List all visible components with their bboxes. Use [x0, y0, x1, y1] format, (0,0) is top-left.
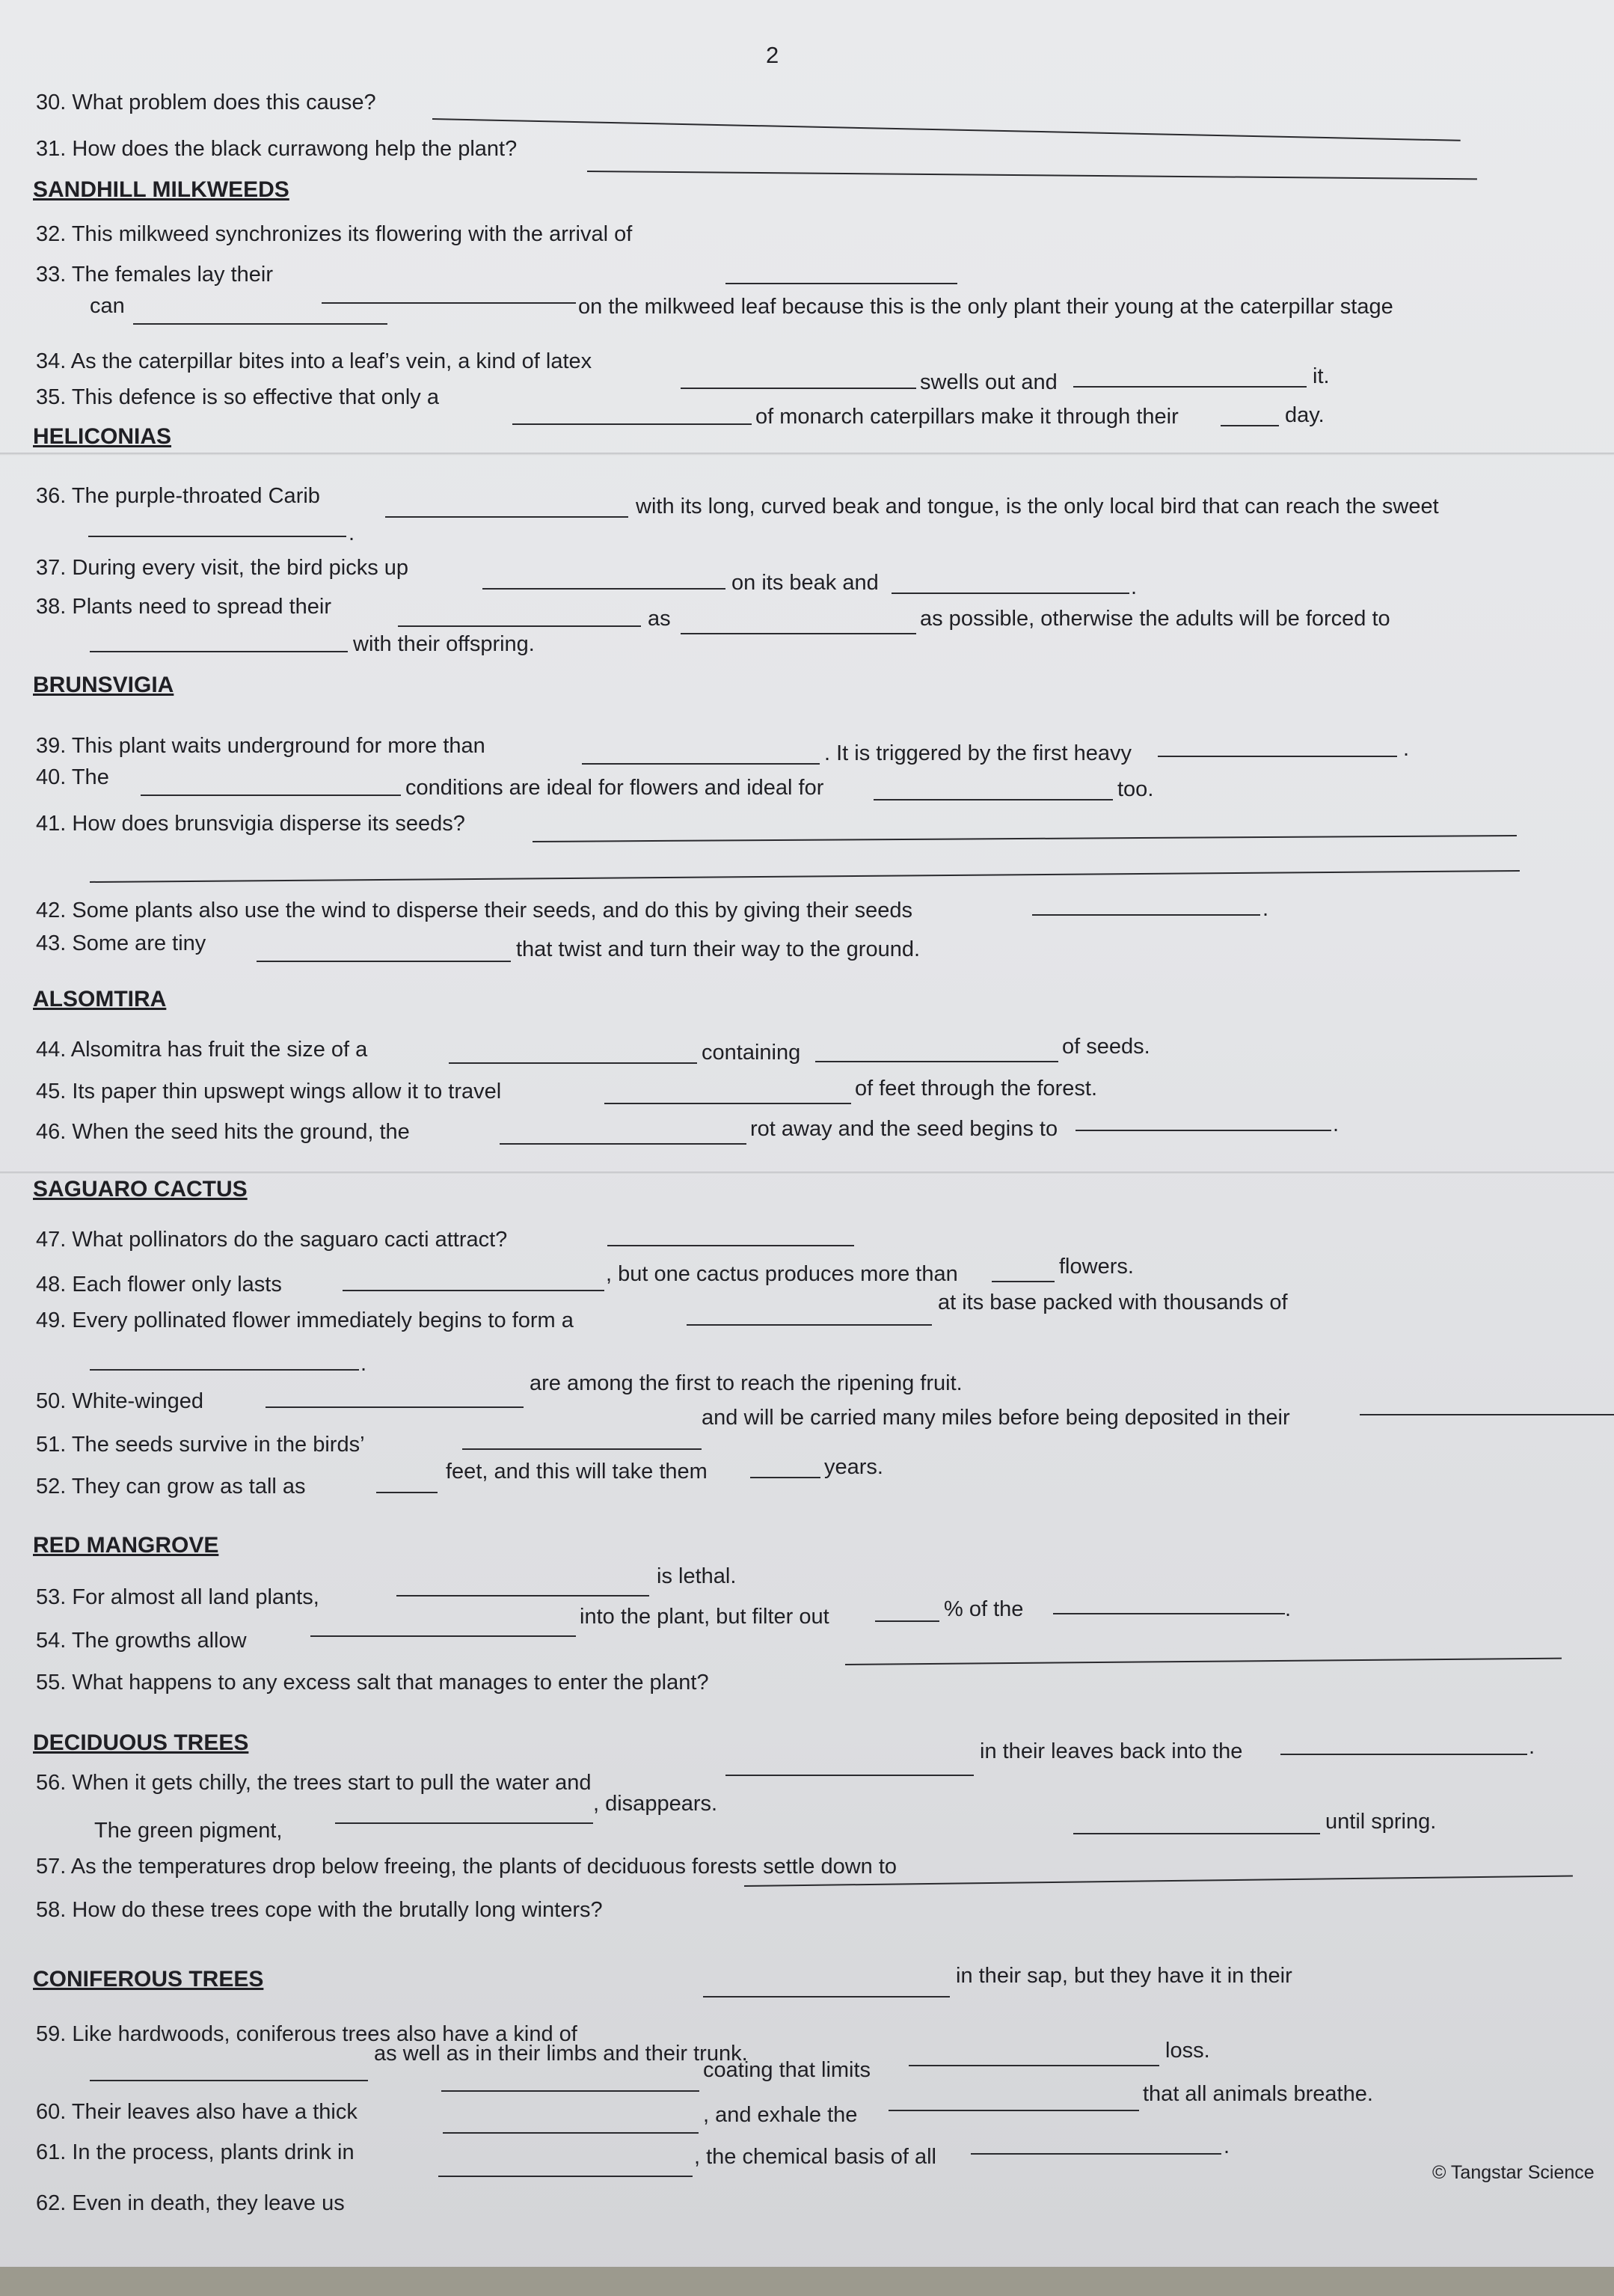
answer-blank-39b[interactable] — [1158, 756, 1397, 757]
answer-blank-51a[interactable] — [462, 1448, 702, 1450]
answer-blank-48a[interactable] — [343, 1290, 604, 1291]
question-46-part-a: 46. When the seed hits the ground, the — [36, 1120, 410, 1144]
question-52-part-c: years. — [824, 1455, 883, 1479]
punct-37: . — [1131, 575, 1138, 599]
section-heading-sandhill-milkweeds: SANDHILL MILKWEEDS — [33, 177, 289, 202]
answer-blank-56c[interactable] — [335, 1822, 593, 1824]
question-60-part-a: loss. — [1165, 2039, 1210, 2063]
question-52-part-b: feet, and this will take them — [446, 1460, 708, 1484]
answer-blank-60b[interactable] — [909, 2065, 1159, 2066]
question-49-part-b: at its base packed with thousands of — [938, 1291, 1288, 1314]
question-59-part-a: in their sap, but they have it in their — [956, 1964, 1292, 1988]
question-30: 30. What problem does this cause? — [36, 91, 376, 114]
question-54-part-b: % of the — [944, 1597, 1024, 1621]
question-50-part-b: are among the first to reach the ripening fruit. — [530, 1371, 963, 1395]
question-58: 58. How do these trees cope with the brutally long winters? — [36, 1898, 603, 1922]
answer-blank-38c[interactable] — [90, 651, 348, 652]
answer-blank-46a[interactable] — [500, 1143, 746, 1145]
answer-blank-42[interactable] — [1032, 914, 1260, 916]
answer-blank-31[interactable] — [587, 171, 1477, 180]
question-31: 31. How does the black currawong help the plant? — [36, 137, 518, 161]
answer-blank-32[interactable] — [725, 283, 957, 284]
answer-blank-33a[interactable] — [322, 302, 576, 304]
section-heading-saguaro-cactus: SAGUARO CACTUS — [33, 1177, 248, 1201]
question-40-part-c: too. — [1117, 777, 1154, 801]
question-60-part-b: coating that limits — [703, 2058, 871, 2082]
question-36-part-b: with its long, curved beak and tongue, is the only local bird that can reach the sweet — [636, 495, 1439, 518]
question-45-part-a: 45. Its paper thin upswept wings allow it to travel — [36, 1080, 502, 1103]
punct-46: . — [1333, 1112, 1340, 1136]
answer-blank-37a[interactable] — [482, 588, 725, 590]
question-49-part-a: 49. Every pollinated flower immediately begins to form a — [36, 1308, 574, 1332]
question-33-part-b: on the milkweed leaf because this is the only plant their young at the caterpillar stage — [578, 295, 1393, 319]
answer-blank-40a[interactable] — [141, 795, 401, 796]
answer-blank-54b[interactable] — [875, 1620, 939, 1622]
question-61-part-b: , and exhale the — [703, 2103, 858, 2127]
answer-blank-61b[interactable] — [889, 2110, 1139, 2111]
question-38-part-c: as possible, otherwise the adults will be forced to — [920, 607, 1390, 631]
question-34-part-b: swells out and — [920, 370, 1058, 394]
punct-62: . — [1224, 2134, 1230, 2158]
question-32: 32. This milkweed synchronizes its flowering with the arrival of — [36, 222, 633, 246]
answer-blank-38b[interactable] — [681, 633, 916, 634]
answer-blank-61a[interactable] — [443, 2132, 699, 2134]
question-50-part-a: 50. White-winged — [36, 1389, 204, 1413]
question-34-part-c: it. — [1313, 364, 1330, 388]
question-51-part-b: and will be carried many miles before being deposited in their — [702, 1406, 1290, 1430]
punct-54: . — [1285, 1597, 1292, 1621]
answer-blank-53[interactable] — [396, 1595, 649, 1597]
question-44-part-b: containing — [702, 1041, 801, 1065]
answer-blank-52a[interactable] — [376, 1492, 438, 1493]
question-42: 42. Some plants also use the wind to disperse their seeds, and do this by giving their seeds — [36, 898, 912, 922]
question-48-part-a: 48. Each flower only lasts — [36, 1273, 282, 1297]
question-54-part-c: 54. The growths allow — [36, 1629, 247, 1653]
answer-blank-44a[interactable] — [449, 1062, 697, 1064]
answer-blank-35a[interactable] — [512, 423, 752, 425]
answer-blank-44b[interactable] — [815, 1061, 1058, 1062]
question-56-part-d: The green pigment, — [94, 1819, 283, 1843]
question-35-part-a: 35. This defence is so effective that only a — [36, 385, 439, 409]
answer-blank-49a[interactable] — [687, 1324, 932, 1326]
answer-blank-34b[interactable] — [1073, 386, 1307, 388]
answer-blank-51b[interactable] — [1360, 1414, 1614, 1415]
section-heading-alsomtira: ALSOMTIRA — [33, 987, 167, 1011]
section-heading-deciduous-trees: DECIDUOUS TREES — [33, 1730, 249, 1755]
answer-blank-36b[interactable] — [88, 536, 346, 537]
question-47: 47. What pollinators do the saguaro cacti attract? — [36, 1228, 508, 1252]
question-62-part-b: 62. Even in death, they leave us — [36, 2191, 345, 2215]
question-57-part-b: 57. As the temperatures drop below freeing, the plants of deciduous forests settle down to — [36, 1855, 897, 1879]
question-35-part-b: of monarch caterpillars make it through their — [755, 405, 1179, 429]
page-number: 2 — [766, 42, 779, 68]
section-heading-heliconias: HELICONIAS — [33, 424, 172, 449]
punct-56: . — [1529, 1735, 1535, 1759]
question-33-part-a: 33. The females lay their — [36, 263, 274, 287]
answer-blank-41a[interactable] — [533, 835, 1517, 842]
answer-blank-56a[interactable] — [725, 1775, 974, 1776]
question-46-part-b: rot away and the seed begins to — [750, 1117, 1058, 1141]
answer-blank-39a[interactable] — [582, 763, 820, 765]
question-38-part-a: 38. Plants need to spread their — [36, 595, 331, 619]
question-56-part-b: 56. When it gets chilly, the trees start to pull the water and — [36, 1771, 592, 1795]
question-59-part-c: as well as in their limbs and their trunk. — [374, 2042, 748, 2066]
answer-blank-47[interactable] — [607, 1245, 854, 1246]
answer-blank-50[interactable] — [266, 1406, 524, 1408]
answer-blank-55[interactable] — [845, 1658, 1562, 1665]
question-53-part-b: 53. For almost all land plants, — [36, 1585, 319, 1609]
answer-blank-62a[interactable] — [438, 2176, 693, 2177]
question-34-part-a: 34. As the caterpillar bites into a leaf’s vein, a kind of latex — [36, 349, 592, 373]
question-60-part-c: 60. Their leaves also have a thick — [36, 2100, 358, 2124]
question-61-part-a: that all animals breathe. — [1143, 2082, 1373, 2106]
question-44-part-a: 44. Alsomitra has fruit the size of a — [36, 1038, 368, 1062]
question-37-part-b: on its beak and — [731, 571, 879, 595]
question-40-part-a: 40. The — [36, 765, 109, 789]
question-48-part-b: , but one cactus produces more than — [606, 1262, 958, 1286]
answer-blank-34a[interactable] — [681, 388, 916, 389]
question-62-part-a: , the chemical basis of all — [694, 2145, 936, 2169]
copyright-notice: © Tangstar Science — [1432, 2162, 1595, 2183]
paper-fold-line — [0, 453, 1614, 456]
answer-blank-40b[interactable] — [874, 799, 1113, 800]
answer-blank-45[interactable] — [604, 1103, 851, 1104]
section-heading-coniferous-trees: CONIFEROUS TREES — [33, 1967, 264, 1992]
question-59-part-b: 59. Like hardwoods, coniferous trees also have a kind of — [36, 2022, 577, 2046]
question-39-part-b: . It is triggered by the first heavy — [824, 741, 1132, 765]
question-35-part-c: day. — [1285, 403, 1325, 427]
question-39-part-a: 39. This plant waits underground for more than — [36, 734, 485, 758]
answer-blank-35b[interactable] — [1221, 425, 1279, 426]
question-53-part-a: is lethal. — [657, 1564, 737, 1588]
answer-blank-60a[interactable] — [441, 2090, 699, 2092]
question-56-part-c: , disappears. — [593, 1792, 718, 1816]
question-33-part-c: can — [90, 294, 125, 318]
question-55: 55. What happens to any excess salt that manages to enter the plant? — [36, 1671, 709, 1695]
question-37-part-a: 37. During every visit, the bird picks up — [36, 556, 409, 580]
answer-blank-52b[interactable] — [750, 1477, 820, 1478]
question-56-part-a: in their leaves back into the — [980, 1739, 1243, 1763]
answer-blank-59a[interactable] — [703, 1996, 950, 1997]
question-41: 41. How does brunsvigia disperse its seeds? — [36, 812, 465, 836]
question-54-part-a: into the plant, but filter out — [580, 1605, 829, 1629]
answer-blank-36a[interactable] — [385, 516, 628, 518]
answer-blank-33b[interactable] — [133, 323, 387, 325]
section-heading-brunsvigia: BRUNSVIGIA — [33, 673, 174, 697]
answer-blank-59b[interactable] — [90, 2080, 368, 2081]
punct-49: . — [360, 1352, 367, 1376]
answer-blank-49b[interactable] — [90, 1369, 359, 1371]
answer-blank-54a[interactable] — [310, 1635, 576, 1637]
answer-blank-57[interactable] — [1073, 1833, 1320, 1834]
question-38-part-b: as — [648, 607, 671, 631]
question-43-part-b: that twist and turn their way to the ground. — [516, 937, 921, 961]
answer-blank-48b[interactable] — [992, 1281, 1055, 1282]
question-51-part-a: 51. The seeds survive in the birds’ — [36, 1433, 365, 1457]
answer-blank-41b[interactable] — [90, 870, 1520, 883]
question-43-part-a: 43. Some are tiny — [36, 931, 206, 955]
question-48-part-c: flowers. — [1059, 1255, 1134, 1279]
punct-36: . — [349, 521, 355, 545]
punct-42: . — [1262, 897, 1269, 921]
answer-blank-30[interactable] — [432, 118, 1461, 141]
punct-39: . — [1403, 737, 1410, 761]
answer-blank-37b[interactable] — [892, 593, 1129, 594]
answer-blank-62b[interactable] — [971, 2153, 1221, 2155]
section-heading-red-mangrove: RED MANGROVE — [33, 1533, 219, 1558]
question-40-part-b: conditions are ideal for flowers and ideal for — [405, 776, 824, 800]
question-44-part-c: of seeds. — [1062, 1035, 1150, 1059]
answer-blank-38a[interactable] — [398, 625, 641, 627]
question-52-part-a: 52. They can grow as tall as — [36, 1475, 306, 1498]
question-36-part-a: 36. The purple-throated Carib — [36, 484, 320, 508]
answer-blank-43[interactable] — [257, 961, 511, 962]
question-57-part-a: until spring. — [1325, 1810, 1437, 1834]
answer-blank-46b[interactable] — [1076, 1130, 1331, 1131]
question-45-part-b: of feet through the forest. — [855, 1077, 1098, 1100]
paper-fold-line — [0, 1172, 1614, 1175]
answer-blank-56b[interactable] — [1280, 1754, 1527, 1755]
background-surface — [0, 2267, 1614, 2296]
question-38-part-d: with their offspring. — [353, 632, 535, 656]
answer-blank-54c[interactable] — [1053, 1613, 1285, 1614]
question-61-part-c: 61. In the process, plants drink in — [36, 2140, 355, 2164]
